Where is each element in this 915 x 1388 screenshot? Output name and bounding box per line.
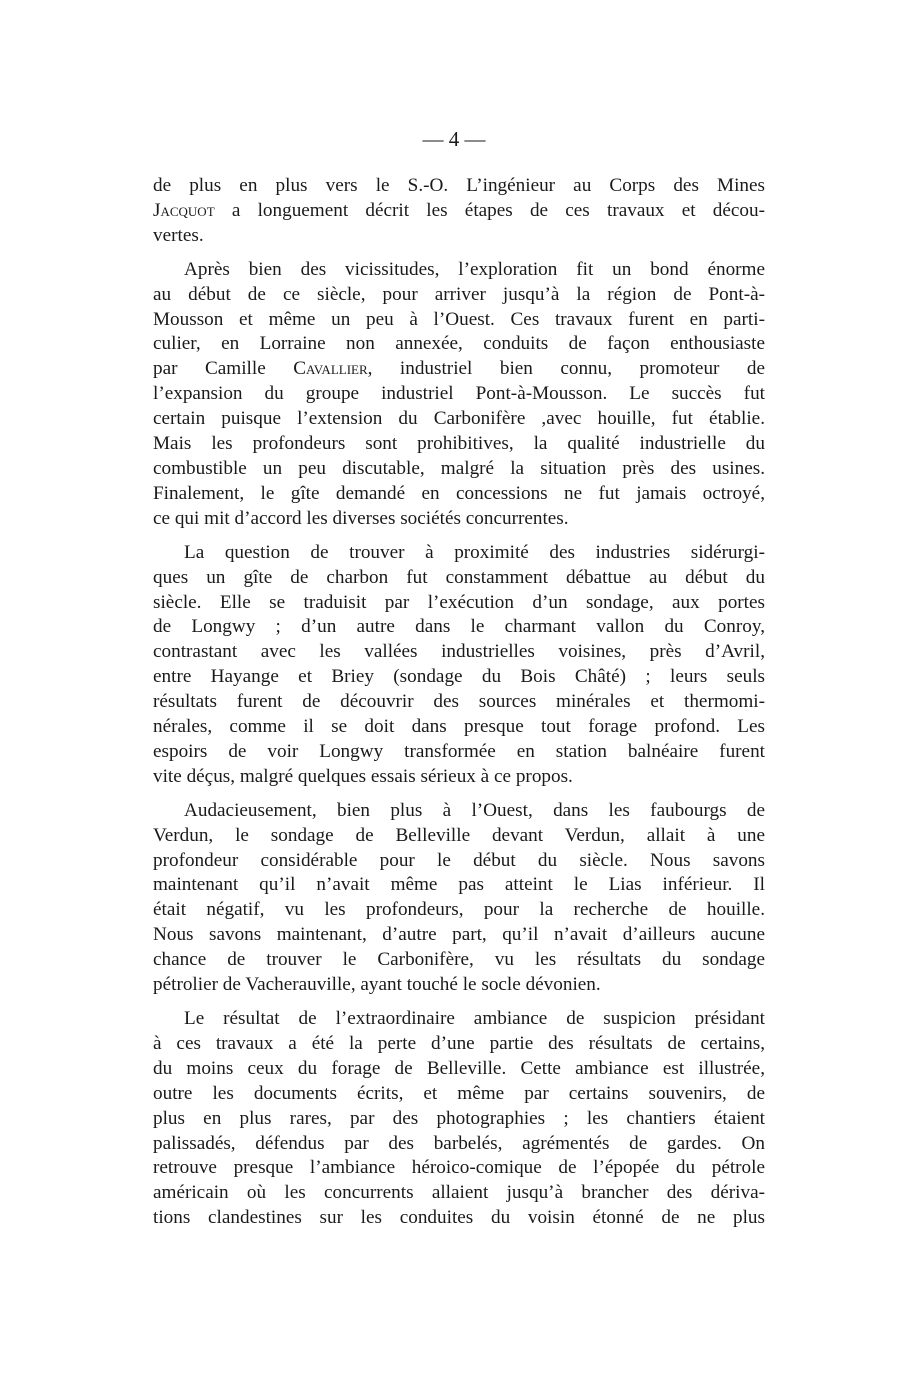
text-line: était négatif, vu les profondeurs, pour la recherche de houille. (153, 899, 765, 921)
text-line: plus en plus rares, par des photographies ; les chantiers étaient (153, 1107, 765, 1129)
small-caps-name: Jacquot (153, 199, 215, 221)
text-line: contrastant avec les vallées industrielles voisines, près d’Avril, (153, 641, 765, 663)
text-line: pétrolier de Vacherauville, ayant touché le socle dévonien. (153, 974, 601, 996)
page-number: — 4 — (422, 127, 486, 151)
text-line: ce qui mit d’accord les diverses sociétés concurrentes. (153, 507, 569, 529)
text-line: à ces travaux a été la perte d’une partie des résultats de certains, (153, 1032, 765, 1054)
text-line: de Longwy ; d’un autre dans le charmant vallon du Conroy, (153, 616, 765, 638)
text-line: résultats furent de découvrir des sources minérales et thermomi- (153, 691, 765, 713)
text-line: par Camille Cavallier, industriel bien connu, promoteur de (153, 358, 765, 380)
text-line: tions clandestines sur les conduites du voisin étonné de ne plus (153, 1207, 765, 1229)
text-line: retrouve presque l’ambiance héroico-comique de l’épopée du pétrole (153, 1157, 765, 1179)
small-caps-name: Cavallier (293, 358, 368, 380)
text-line: du moins ceux du forage de Belleville. Cette ambiance est illustrée, (153, 1057, 765, 1079)
text-line: l’expansion du groupe industriel Pont-à-Mousson. Le succès fut (153, 383, 765, 405)
text-line: profondeur considérable pour le début du siècle. Nous savons (153, 849, 765, 871)
document-page (153, 124, 765, 1231)
text-line: combustible un peu discutable, malgré la situation près des usines. (153, 457, 765, 479)
text-line: maintenant qu’il n’avait même pas atteint le Lias inférieur. Il (153, 874, 765, 896)
paragraph (153, 541, 765, 790)
text-line: outre les documents écrits, et même par certains souvenirs, de (153, 1082, 765, 1104)
text-line: américain où les concurrents allaient jusqu’à brancher des dériva- (153, 1182, 765, 1204)
text-line: Mais les profondeurs sont prohibitives, la qualité industrielle du (153, 433, 765, 455)
text-line: entre Hayange et Briey (sondage du Bois Châté) ; leurs seuls (153, 666, 765, 688)
text-line: Verdun, le sondage de Belleville devant Verdun, allait à une (153, 824, 765, 846)
text-line: Mousson et même un peu à l’Ouest. Ces travaux furent en parti- (153, 308, 765, 330)
paragraph (153, 1007, 765, 1231)
paragraph (153, 174, 765, 249)
text-line: palissadés, défendus par des barbelés, agrémentés de gardes. On (153, 1132, 765, 1154)
text-line: Le résultat de l’extraordinaire ambiance de suspicion présidant (184, 1008, 765, 1029)
text-line: siècle. Elle se traduisit par l’exécution d’un sondage, aux portes (153, 591, 765, 613)
paragraph (153, 258, 765, 532)
text-line: espoirs de voir Longwy transformée en station balnéaire furent (153, 740, 765, 762)
text-line: La question de trouver à proximité des industries sidérurgi- (184, 541, 765, 563)
text-line: Après bien des vicissitudes, l’exploration fit un bond énorme (184, 258, 765, 280)
text-line: chance de trouver le Carbonifère, vu les résultats du sondage (153, 949, 765, 971)
paragraph (153, 799, 765, 998)
text-line: de plus en plus vers le S.-O. L’ingénieur au Corps des Mines (153, 175, 765, 196)
body-text (153, 174, 765, 1231)
text-line: ques un gîte de charbon fut constamment débattue au début du (153, 566, 765, 588)
text-line: Audacieusement, bien plus à l’Ouest, dans les faubourgs de (184, 799, 765, 821)
text-line: nérales, comme il se doit dans presque tout forage profond. Les (153, 716, 765, 738)
text-line: Nous savons maintenant, d’autre part, qu’il n’avait d’ailleurs aucune (153, 924, 765, 946)
text-line: certain puisque l’extension du Carbonifère ,avec houille, fut établie. (153, 408, 765, 430)
text-line: culier, en Lorraine non annexée, conduits de façon enthousiaste (153, 333, 765, 355)
text-line: au début de ce siècle, pour arriver jusqu’à la région de Pont-à- (153, 283, 765, 305)
text-line: vertes. (153, 224, 204, 246)
text-line: vite déçus, malgré quelques essais sérieux à ce propos. (153, 765, 573, 787)
text-line: Finalement, le gîte demandé en concessions ne fut jamais octroyé, (153, 482, 765, 504)
text-line: Jacquot a longuement décrit les étapes de ces travaux et décou- (153, 199, 765, 221)
